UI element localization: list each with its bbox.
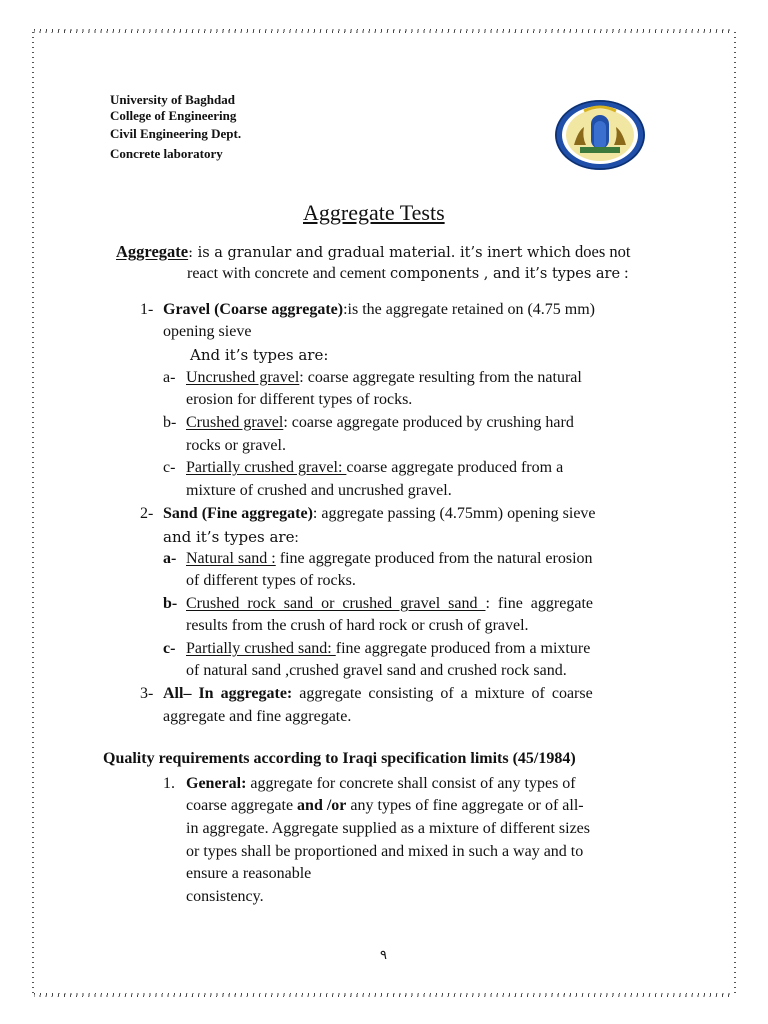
- section-2-label: 2-: [140, 505, 154, 522]
- section-1-item-a: Uncrushed gravel: coarse aggregate resulting from the natural: [186, 369, 582, 386]
- page-title: Aggregate Tests: [303, 200, 445, 225]
- header-department: Civil Engineering Dept.: [110, 126, 242, 141]
- university-logo-icon: [554, 99, 646, 171]
- quality-line-3: in aggregate. Aggregate supplied as a mixture of different sizes: [186, 820, 591, 837]
- section-1-item-a-cont: erosion for different types of rocks.: [186, 391, 413, 408]
- section-2-item-b: Crushed rock sand or crushed gravel sand : fine aggregate: [186, 595, 593, 612]
- section-2-item-b-cont: results from the crush of hard rock or crush of gravel.: [186, 617, 529, 634]
- section-2-item-c: Partially crushed sand: fine aggregate produced from a mixture: [186, 640, 591, 657]
- quality-item-1-label: 1.: [163, 775, 175, 792]
- section-2-line-1: Sand (Fine aggregate): aggregate passing (4.75mm) opening sieve: [163, 505, 596, 522]
- section-2-item-b-label: b-: [163, 595, 178, 612]
- definition-term: Aggregate: [116, 242, 189, 261]
- section-2-item-c-cont: of natural sand ,crushed gravel sand and crushed rock sand.: [186, 662, 567, 679]
- section-1-item-b-cont: rocks or gravel.: [186, 437, 286, 454]
- section-1-line-2: opening sieve: [163, 323, 252, 340]
- section-3-label: 3-: [140, 685, 154, 702]
- section-1-line-1: Gravel (Coarse aggregate):is the aggregate retained on (4.75 mm): [163, 301, 595, 318]
- section-2-types-label: and it’s types are:: [163, 528, 299, 546]
- header-lab: Concrete laboratory: [110, 146, 223, 161]
- quality-line-4: or types shall be proportioned and mixed in such a way and to: [186, 843, 584, 860]
- page-border-right: [734, 32, 736, 994]
- quality-line-2: coarse aggregate and /or any types of fine aggregate or of all-: [186, 797, 584, 814]
- definition-line-1: Aggregate: is a granular and gradual material. it’s inert which does not: [116, 242, 631, 261]
- page-border-top: [34, 29, 734, 33]
- section-1-item-b: Crushed gravel: coarse aggregate produced by crushing hard: [186, 414, 574, 431]
- header-university: University of Baghdad: [110, 92, 235, 107]
- page-border-bottom: [34, 993, 734, 997]
- page-border-left: [32, 32, 34, 994]
- section-1-item-c-label: c-: [163, 459, 176, 476]
- quality-line-1: General: aggregate for concrete shall consist of any types of: [186, 775, 576, 792]
- section-3-line-2: aggregate and fine aggregate.: [163, 708, 352, 725]
- section-3-line-1: All– In aggregate: aggregate consisting of a mixture of coarse: [163, 685, 593, 702]
- header-college: College of Engineering: [110, 108, 237, 123]
- section-1-item-b-label: b-: [163, 414, 177, 431]
- section-1-item-c: Partially crushed gravel: coarse aggregate produced from a: [186, 459, 564, 476]
- section-1-label: 1-: [140, 301, 154, 318]
- page-number: ٩: [380, 947, 387, 962]
- quality-heading: Quality requirements according to Iraqi specification limits (45/1984): [103, 750, 576, 767]
- section-1-item-c-cont: mixture of crushed and uncrushed gravel.: [186, 482, 452, 499]
- section-2-item-a-cont: of different types of rocks.: [186, 572, 356, 589]
- definition-line-2: react with concrete and cement components , and it’s types are :: [187, 265, 629, 282]
- section-2-item-a: Natural sand : fine aggregate produced from the natural erosion: [186, 550, 593, 567]
- quality-line-6: consistency.: [186, 888, 264, 905]
- section-2-item-a-label: a-: [163, 550, 177, 567]
- quality-line-5: ensure a reasonable: [186, 865, 312, 882]
- section-2-item-c-label: c-: [163, 640, 176, 657]
- section-1-types-label: And it’s types are:: [190, 346, 329, 364]
- section-1-item-a-label: a-: [163, 369, 176, 386]
